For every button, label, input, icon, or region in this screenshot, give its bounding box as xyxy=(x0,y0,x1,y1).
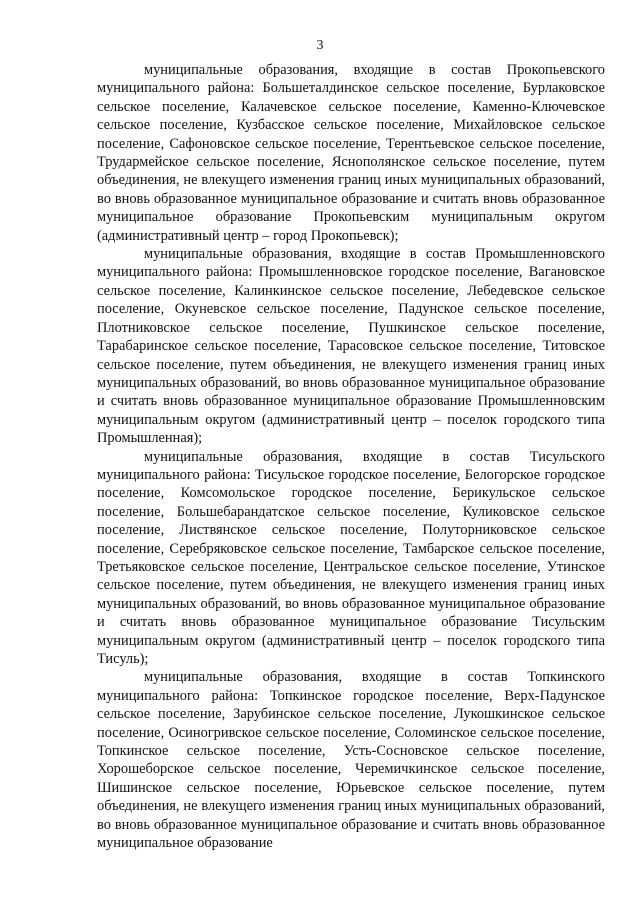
page-number: 3 xyxy=(316,38,324,53)
paragraph-topkinsky: муниципальные образования, входящие в состав Топкинского муниципального района: Топкинское городское поселение, Верх-Падунское сельское поселение, Зарубинское сельское поселение, Лукошкинское сельское поселение, Осиногривское сельское поселение, Соломинское сельское поселение, Топкинское сельское поселение, Усть-Сосновское сельское поселение, Хорошеборское сельское поселение, Черемичкинское сельское поселение, Шишинское сельское поселение, Юрьевское сельское поселение, путем объединения, не влекущего изменения границ иных муниципальных образований, во вновь образованное муниципальное образование и считать вновь образованное муниципальное образование xyxy=(97,669,605,852)
paragraph-tisulsky: муниципальные образования, входящие в состав Тисульского муниципального района: Тисульское городское поселение, Белогорское городское поселение, Комсомольское городское поселение, Берикульское сельское поселение, Большебарандатское сельское поселение, Куликовское сельское поселение, Листвянское сельское поселение, Полуторниковское сельское поселение, Серебряковское сельское поселение, Тамбарское сельское поселение, Третьяковское сельское поселение, Центральское сельское поселение, Утинское сельское поселение, путем объединения, не влекущего изменения границ иных муниципальных образований, во вновь образованное муниципальное образование и считать вновь образованное муниципальное образование Тисульским муниципальным округом (административный центр – поселок городского типа Тисуль); xyxy=(97,448,605,667)
paragraph-prokopyevsky: муниципальные образования, входящие в состав Прокопьевского муниципального района: Большеталдинское сельское поселение, Бурлаковское сельское поселение, Калачевское сельское поселение, Каменно-Ключевское сельское поселение, Кузбасское сельское поселение, Михайловское сельское поселение, Сафоновское сельское поселение, Терентьевское сельское поселение, Трудармейское сельское поселение, Яснополянское сельское поселение, путем объединения, не влекущего изменения границ иных муниципальных образований, во вновь образованное муниципальное образование и считать вновь образованное муниципальное образование Прокопьевским муниципальным округом (административный центр – город Прокопьевск); xyxy=(97,62,605,244)
document-body xyxy=(97,61,605,852)
paragraph-promyshlennovsky: муниципальные образования, входящие в состав Промышленновского муниципального района: Промышленновское городское поселение, Вагановское сельское поселение, Калинкинское сельское поселение, Лебедевское сельское поселение, Окуневское сельское поселение, Падунское сельское поселение, Плотниковское сельское поселение, Пушкинское сельское поселение, Тарабаринское сельское поселение, Тарасовское сельское поселение, Титовское сельское поселение, путем объединения, не влекущего изменения границ иных муниципальных образований, во вновь образованное муниципальное образование и считать вновь образованное муниципальное образование Промышленновским муниципальным округом (административный центр – поселок городского типа Промышленная); xyxy=(97,246,605,447)
